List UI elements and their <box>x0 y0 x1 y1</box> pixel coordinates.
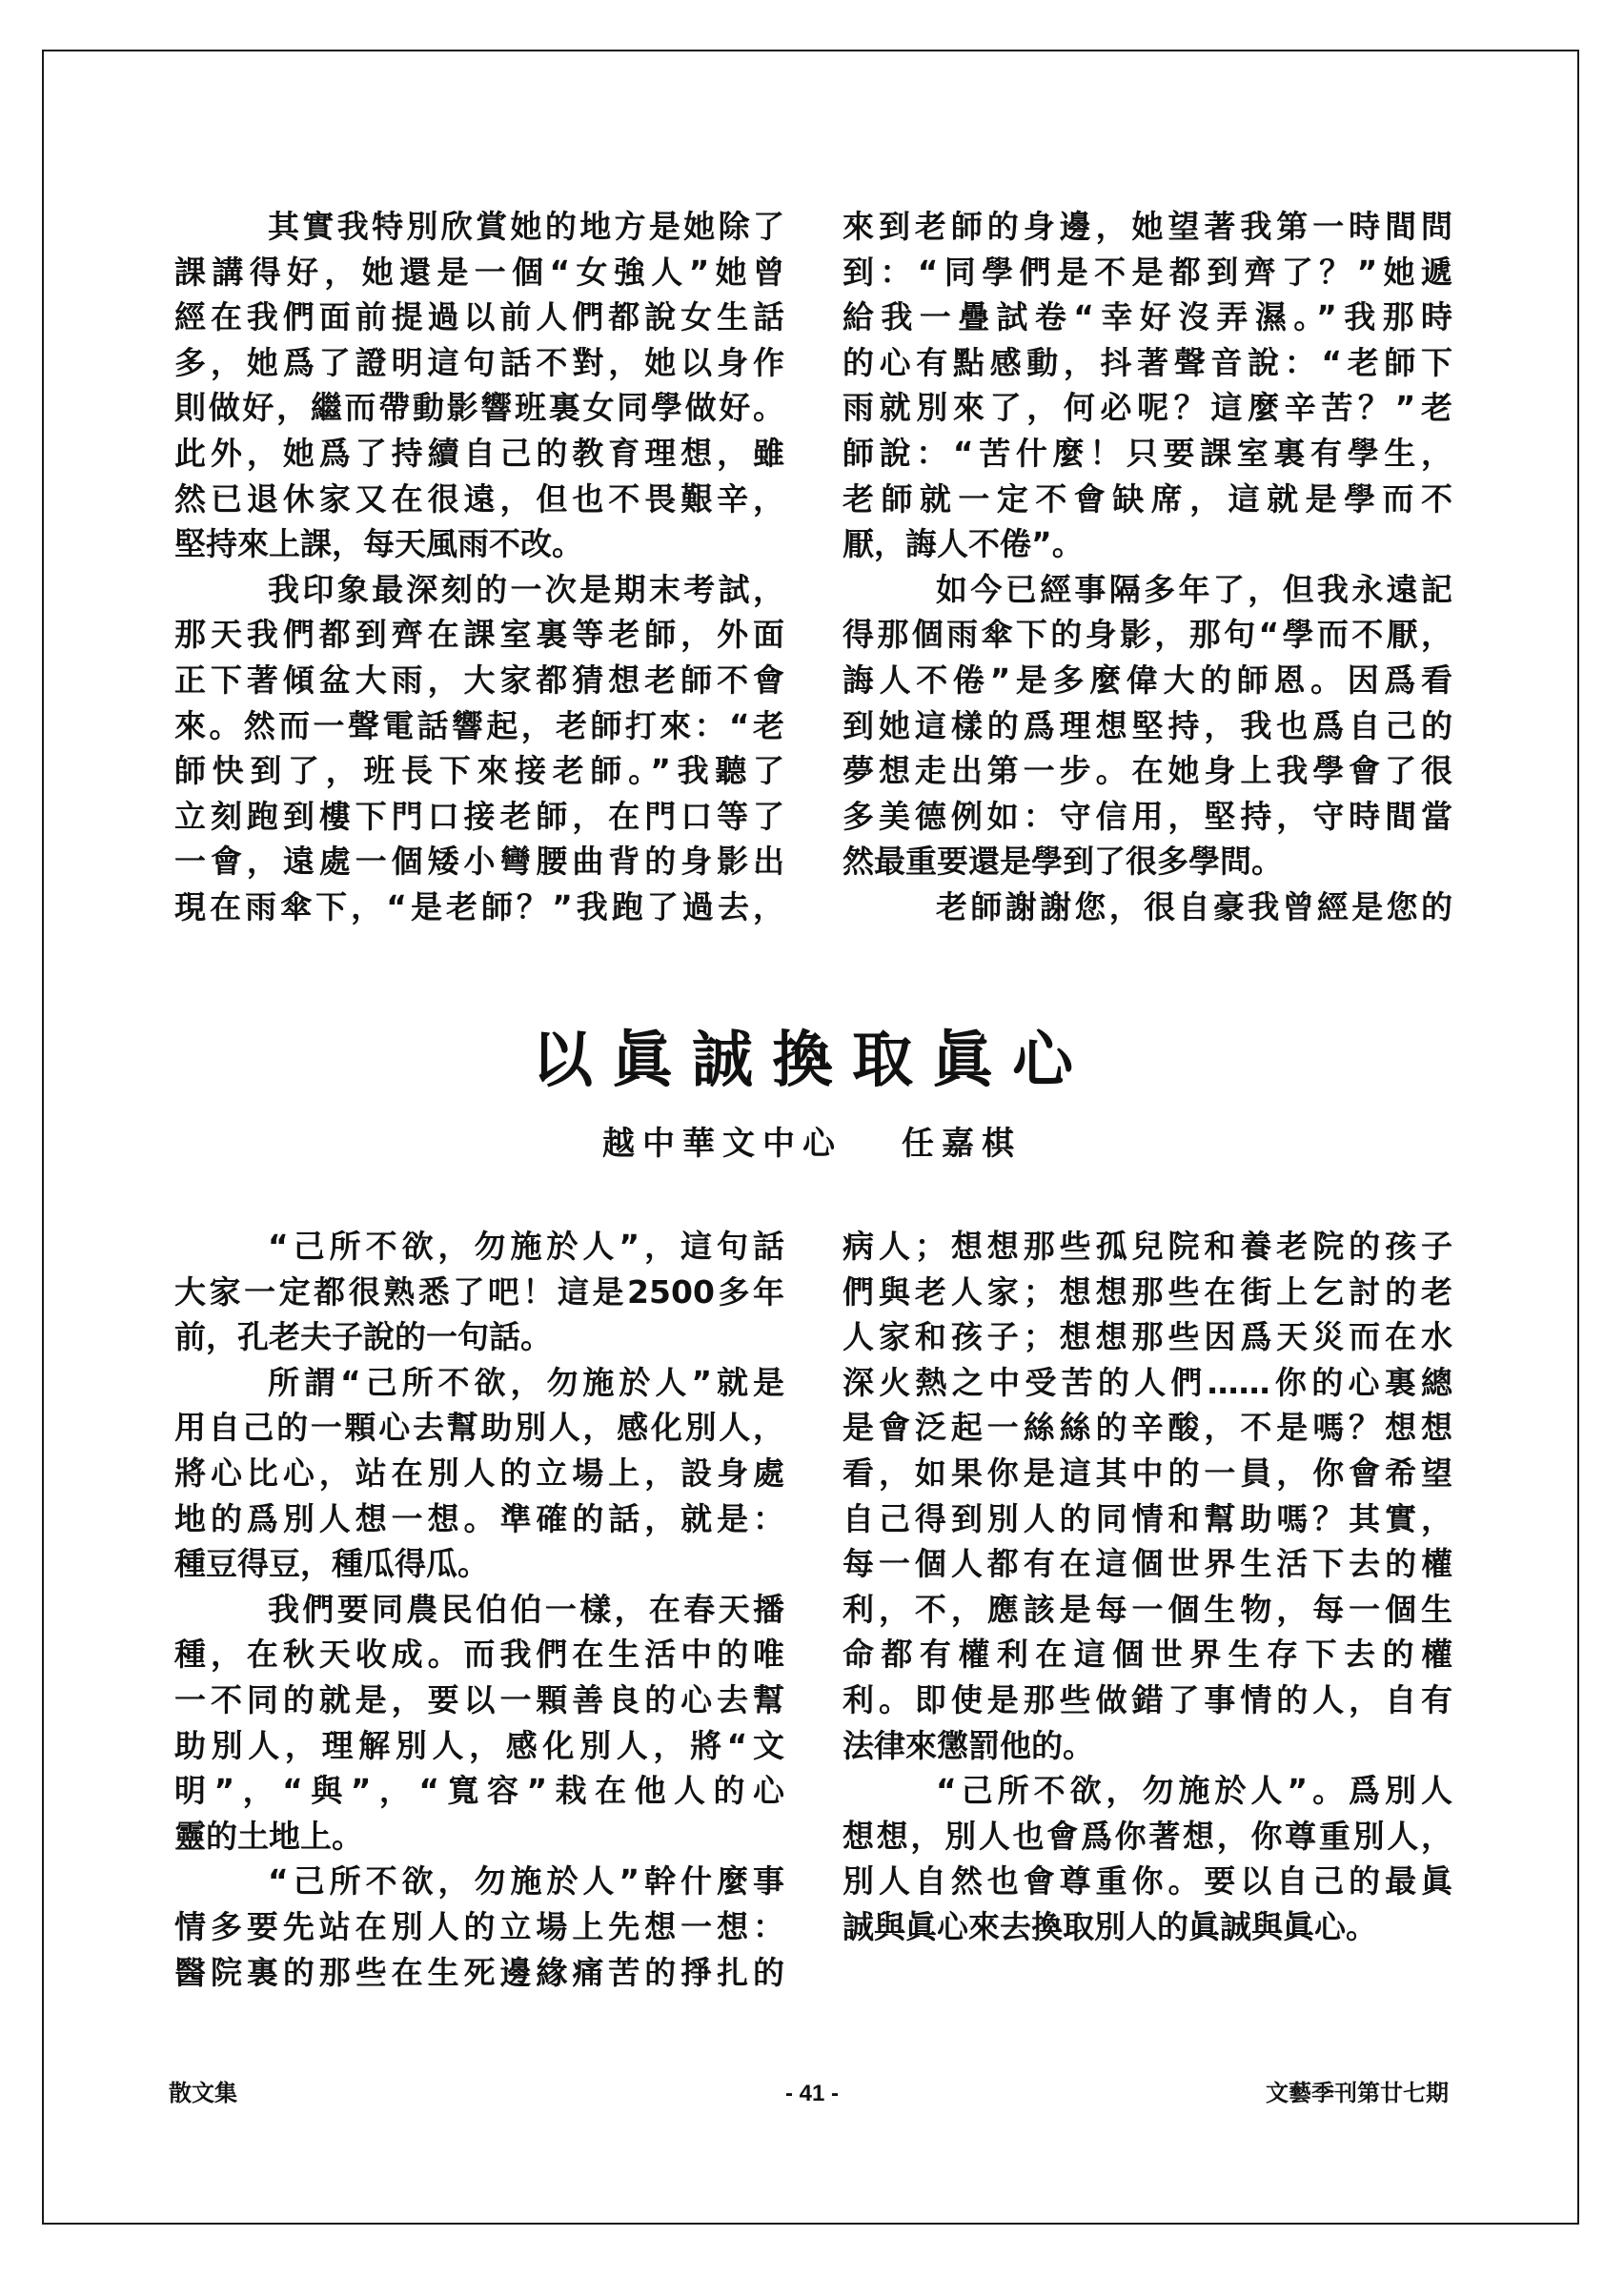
text-line: 得那個雨傘下的身影，那句“學而不厭， <box>842 616 1452 654</box>
text-line: 經在我們面前提過以前人們都說女生話 <box>174 298 784 336</box>
text-line: 給我一疊試卷“幸好沒弄濕。”我那時 <box>842 298 1452 336</box>
footer-page-number: - 41 - <box>784 2081 839 2106</box>
text-line: 此外，她爲了持續自己的教育理想，雖 <box>174 434 784 472</box>
text-line: 夢想走出第一步。在她身上我學會了很 <box>842 752 1452 790</box>
text-line: 多，她爲了證明這句話不對，她以身作 <box>174 343 784 381</box>
text-line: 看，如果你是這其中的一員，你會希望 <box>842 1454 1452 1492</box>
prev-article-right-column <box>842 204 1452 930</box>
text-line: 我印象最深刻的一次是期末考試， <box>268 570 784 608</box>
article-left-column <box>174 1224 784 1995</box>
text-line: 將心比心，站在別人的立場上，設身處 <box>174 1454 784 1492</box>
text-line: 一不同的就是，要以一顆善良的心去幫 <box>174 1680 784 1718</box>
text-line: “己所不欲，勿施於人”。爲別人 <box>936 1772 1452 1810</box>
text-line: 種，在秋天收成。而我們在生活中的唯 <box>174 1636 784 1674</box>
text-line: 明”，“與”，“寬容”栽在他人的心 <box>174 1772 784 1810</box>
text-line: 多美德例如：守信用，堅持，守時間當 <box>842 797 1452 835</box>
text-line: 利。即使是那些做錯了事情的人，自有 <box>842 1680 1452 1718</box>
text-line: 每一個人都有在這個世界生活下去的權 <box>842 1545 1452 1583</box>
text-line: 誨人不倦”是多麼偉大的師恩。因爲看 <box>842 661 1452 699</box>
text-line: 用自己的一顆心去幫助別人，感化別人， <box>174 1409 784 1447</box>
text-line: 我們要同農民伯伯一樣，在春天播 <box>268 1590 784 1628</box>
text-line: 自己得到別人的同情和幫助嗎？其實， <box>842 1499 1452 1537</box>
text-line: 雨就別來了，何必呢？這麼辛苦？”老 <box>842 389 1452 427</box>
text-line: 情多要先站在別人的立場上先想一想： <box>174 1907 784 1945</box>
author-name: 任嘉棋 <box>902 1125 1022 1163</box>
footer-publication: 文藝季刊第廿七期 <box>1266 2081 1449 2106</box>
text-line: 到：“同學們是不是都到齊了？”她遞 <box>842 253 1452 291</box>
text-line: 病人；想想那些孤兒院和養老院的孩子 <box>842 1228 1452 1265</box>
text-line: 是會泛起一絲絲的辛酸，不是嗎？想想 <box>842 1409 1452 1447</box>
text-line: 其實我特別欣賞她的地方是她除了 <box>268 208 784 245</box>
text-line: 一會，遠處一個矮小彎腰曲背的身影出 <box>174 843 784 881</box>
text-line: 厭，誨人不倦”。 <box>842 525 1084 563</box>
text-line: 深火熱之中受苦的人們……你的心裏總 <box>842 1363 1452 1401</box>
text-line: 來到老師的身邊，她望著我第一時間問 <box>842 208 1452 245</box>
text-line: 正下著傾盆大雨，大家都猜想老師不會 <box>174 661 784 699</box>
text-line: 利，不，應該是每一個生物，每一個生 <box>842 1590 1452 1628</box>
text-line: 靈的土地上。 <box>174 1817 363 1855</box>
footer-section-name: 散文集 <box>169 2081 237 2106</box>
text-line: 們與老人家；想想那些在街上乞討的老 <box>842 1272 1452 1311</box>
text-line: 師快到了，班長下來接老師。”我聽了 <box>174 752 784 790</box>
text-line: 老師就一定不會缺席，這就是學而不 <box>842 479 1452 518</box>
text-line: 老師謝謝您，很自豪我曾經是您的 <box>936 887 1452 925</box>
article-right-column <box>842 1224 1452 1950</box>
text-line: 別人自然也會尊重你。要以自己的最眞 <box>842 1862 1452 1901</box>
text-line: 課講得好，她還是一個“女強人”她曾 <box>174 253 784 291</box>
prev-article-left-column <box>174 204 784 930</box>
article-title: 以眞誠換取眞心 <box>532 1025 1092 1096</box>
text-line: 然已退休家又在很遠，但也不畏艱辛， <box>174 479 784 518</box>
text-line: “己所不欲，勿施於人”，這句話 <box>268 1228 784 1265</box>
text-line: 師說：“苦什麼！只要課室裏有學生， <box>842 434 1452 472</box>
text-line: 現在雨傘下，“是老師？”我跑了過去， <box>174 887 784 925</box>
author-organization: 越中華文中心 <box>602 1125 842 1163</box>
text-line: “己所不欲，勿施於人”幹什麼事 <box>268 1862 784 1901</box>
text-line: 命都有權利在這個世界生存下去的權 <box>842 1636 1452 1674</box>
text-line: 那天我們都到齊在課室裏等老師，外面 <box>174 616 784 654</box>
text-line: 種豆得豆，種瓜得瓜。 <box>174 1545 489 1583</box>
text-line: 前，孔老夫子說的一句話。 <box>174 1318 552 1356</box>
text-line: 則做好，繼而帶動影響班裏女同學做好。 <box>174 389 784 427</box>
text-line: 如今已經事隔多年了，但我永遠記 <box>936 570 1452 608</box>
text-line: 地的爲別人想一想。準確的話，就是： <box>174 1499 784 1537</box>
text-line: 立刻跑到樓下門口接老師，在門口等了 <box>174 797 784 835</box>
article-byline <box>0 1120 1624 1168</box>
text-line: 法律來懲罰他的。 <box>842 1726 1094 1764</box>
text-line: 堅持來上課，每天風雨不改。 <box>174 525 583 563</box>
text-line: 到她這樣的爲理想堅持，我也爲自己的 <box>842 706 1452 744</box>
text-line: 人家和孩子；想想那些因爲天災而在水 <box>842 1318 1452 1356</box>
text-line: 誠與眞心來去換取別人的眞誠與眞心。 <box>842 1907 1377 1945</box>
text-line: 助別人，理解別人，感化別人，將“文 <box>174 1726 784 1764</box>
text-line: 然最重要還是學到了很多學問。 <box>842 843 1283 881</box>
text-line: 想想，別人也會爲你著想，你尊重別人， <box>842 1817 1452 1855</box>
text-line: 醫院裏的那些在生死邊緣痛苦的掙扎的 <box>174 1953 784 1991</box>
text-line: 的心有點感動，抖著聲音說：“老師下 <box>842 343 1452 381</box>
text-line: 所謂“己所不欲，勿施於人”就是 <box>268 1363 784 1401</box>
text-line: 大家一定都很熟悉了吧！這是2500多年 <box>174 1272 784 1311</box>
text-line: 來。然而一聲電話響起，老師打來：“老 <box>174 706 784 744</box>
